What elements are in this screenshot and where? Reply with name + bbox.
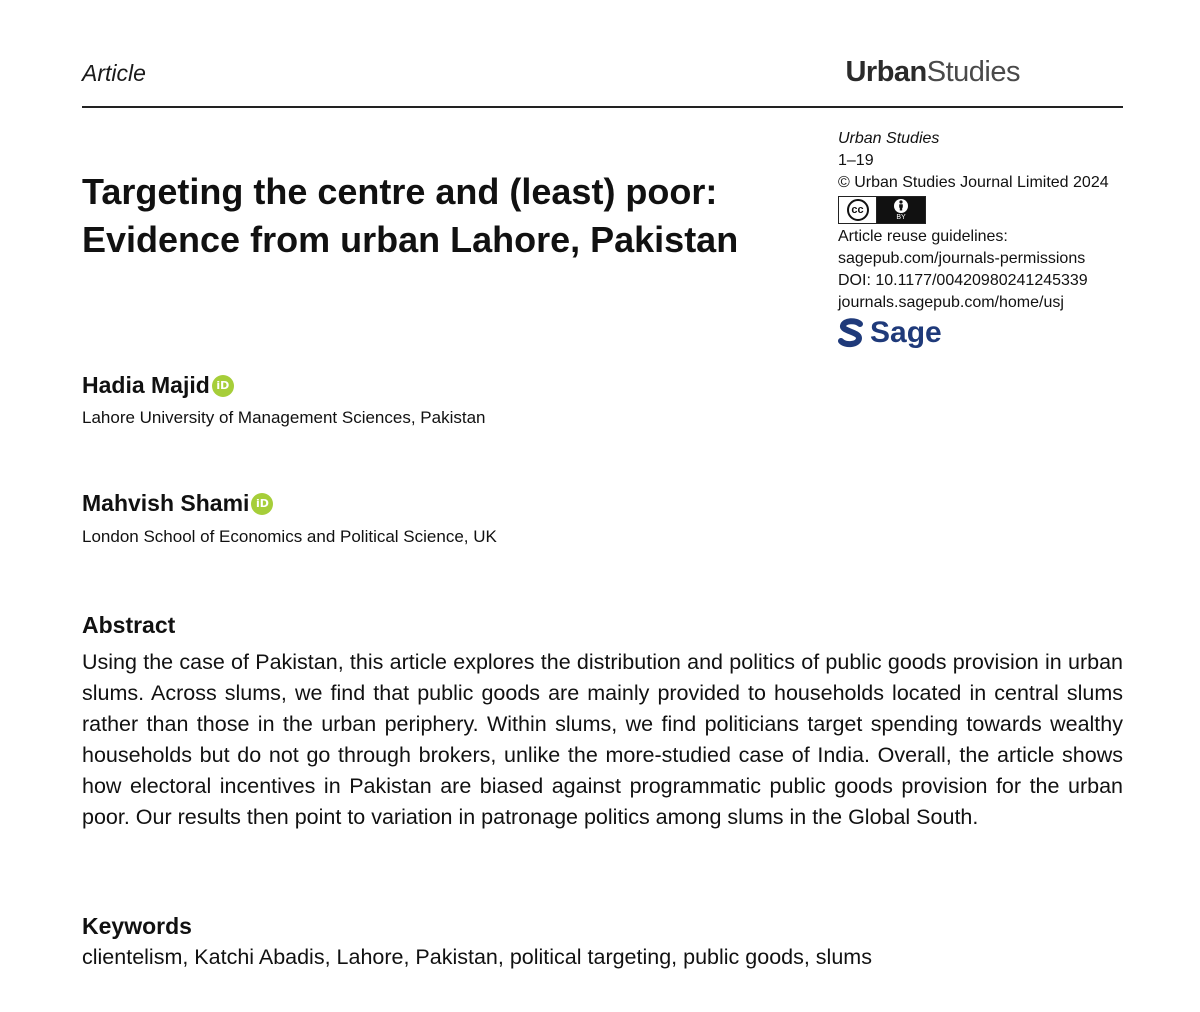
orcid-icon[interactable]: iD — [251, 493, 273, 515]
meta-reuse-link[interactable]: sagepub.com/journals-permissions — [838, 250, 1086, 267]
keywords-text: clientelism, Katchi Abadis, Lahore, Pakistan, political targeting, public goods, slums — [82, 945, 872, 969]
abstract-heading: Abstract — [82, 612, 176, 638]
author-2 — [82, 490, 273, 517]
orcid-icon[interactable]: iD — [212, 375, 234, 397]
journal-logo-bold: Urban — [845, 56, 927, 88]
cc-by-text: BY — [896, 213, 906, 221]
author-1 — [82, 372, 234, 399]
meta-reuse-line1: Article reuse guidelines: — [838, 228, 1008, 245]
abstract-text: Using the case of Pakistan, this article explores the distribution and politics of public goods provision in urban slums. Across slums, we find that public goods are mainly provided to households located in central slums rather than those in the urban periphery. Within slums, we find politicians target spending towards wealthy households but do not go through brokers, unlike the more-studied case of India. Overall, the article shows how electoral incentives in Pakistan are biased against programmatic public goods provision for the urban poor. Our results then point to variation in patronage politics among slums in the Global South. — [82, 650, 1123, 829]
author-name: Mahvish Shami — [82, 490, 250, 516]
sage-wordmark: Sage — [870, 316, 942, 349]
journal-logo — [845, 56, 1020, 89]
sage-s-icon — [838, 318, 864, 348]
meta-doi[interactable]: DOI: 10.1177/00420980241245339 — [838, 272, 1088, 289]
meta-journal: Urban Studies — [838, 130, 940, 147]
cc-icon: cc — [847, 199, 869, 221]
attribution-person-icon — [894, 199, 908, 213]
meta-pages: 1–19 — [838, 152, 874, 169]
article-type-label: Article — [82, 60, 146, 86]
article-meta — [838, 128, 1138, 348]
author-name: Hadia Majid — [82, 372, 210, 398]
sage-logo — [838, 318, 1138, 348]
journal-logo-light: Studies — [926, 56, 1020, 88]
keywords-heading: Keywords — [82, 913, 192, 939]
meta-copyright: © Urban Studies Journal Limited 2024 — [838, 174, 1109, 191]
cc-by-license-icon[interactable] — [838, 196, 926, 224]
article-title: Targeting the centre and (least) poor: Evidence from urban Lahore, Pakistan — [82, 171, 739, 260]
header-rule — [82, 106, 1123, 108]
author-affiliation: London School of Economics and Political Science, UK — [82, 527, 497, 546]
meta-homepage-link[interactable]: journals.sagepub.com/home/usj — [838, 294, 1064, 311]
author-affiliation: Lahore University of Management Sciences, Pakistan — [82, 408, 486, 427]
